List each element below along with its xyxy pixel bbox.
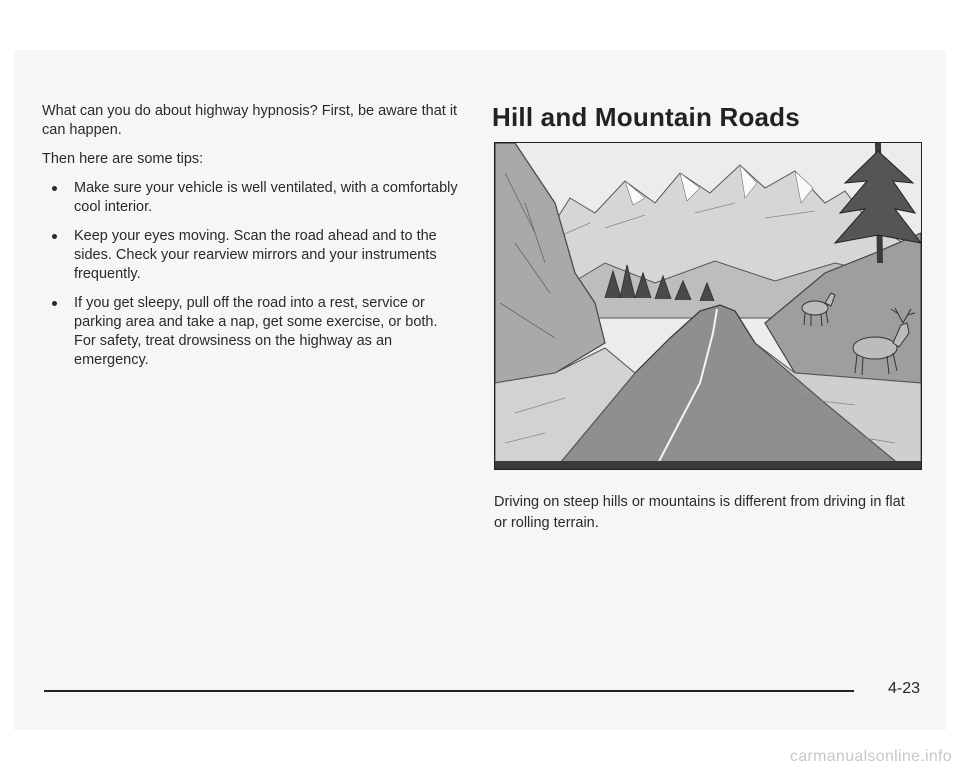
list-item: Make sure your vehicle is well ventilated, with a comfortably cool interior.	[42, 179, 462, 217]
tips-list	[42, 179, 462, 370]
tips-lead: Then here are some tips:	[42, 151, 204, 167]
list-item: Keep your eyes moving. Scan the road ahead and to the sides. Check your rearview mirrors and your instruments frequently.	[42, 227, 462, 284]
section-title: Hill and Mountain Roads	[492, 102, 800, 132]
manual-page	[14, 50, 946, 730]
intro-paragraph: What can you do about highway hypnosis? First, be aware that it can happen.	[42, 103, 458, 138]
list-item: If you get sleepy, pull off the road into a rest, service or parking area and take a nap, get some exercise, or both. For safety, treat drowsiness on the highway as an emergency.	[42, 294, 462, 370]
highway-hypnosis-text	[42, 102, 462, 380]
footer-rule	[44, 690, 854, 692]
mountain-road-illustration-icon	[494, 142, 922, 470]
page-number: 4-23	[888, 680, 921, 697]
site-watermark: carmanualsonline.info	[790, 748, 952, 765]
figure-caption: Driving on steep hills or mountains is different from driving in flat or rolling terrain.	[494, 494, 905, 531]
